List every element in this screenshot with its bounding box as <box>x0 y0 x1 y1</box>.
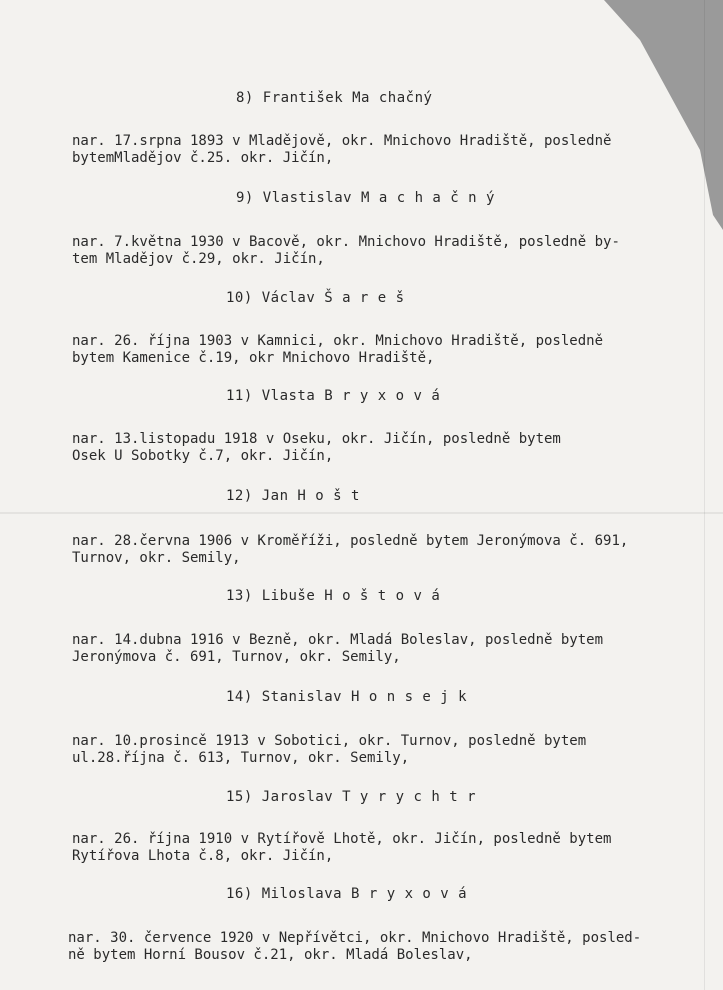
entry-text <box>68 930 688 964</box>
entry-line: nar. 7.května 1930 v Bacově, okr. Mnichovo Hradiště, posledně by- <box>72 234 620 250</box>
entry-line: bytem Kamenice č.19, okr Mnichovo Hradiště, <box>72 350 435 366</box>
entry-text <box>72 431 672 465</box>
entry-heading: 16) Miloslava B r y x o v á <box>226 886 468 902</box>
entry-line: nar. 26. října 1910 v Rytířově Lhotě, okr. Jičín, posledně bytem <box>72 831 612 847</box>
entry-line: nar. 13.listopadu 1918 v Oseku, okr. Jičín, posledně bytem <box>72 431 561 447</box>
entry-text <box>72 234 672 268</box>
entry-line: nar. 17.srpna 1893 v Mladějově, okr. Mnichovo Hradiště, posledně <box>72 133 612 149</box>
entry-heading: 9) Vlastislav M a c h a č n ý <box>236 190 495 206</box>
entry-line: Rytířova Lhota č.8, okr. Jičín, <box>72 848 334 864</box>
entry-line: ně bytem Horní Bousov č.21, okr. Mladá Boleslav, <box>68 947 473 963</box>
entry-line: tem Mladějov č.29, okr. Jičín, <box>72 251 325 267</box>
entry-line: Jeronýmova č. 691, Turnov, okr. Semily, <box>72 649 401 665</box>
entry-text <box>72 533 672 567</box>
entry-line: nar. 14.dubna 1916 v Bezně, okr. Mladá Boleslav, posledně bytem <box>72 632 604 648</box>
entry-heading: 8) František Ma chačný <box>236 90 433 106</box>
entry-line: nar. 28.června 1906 v Kroměříži, posledně bytem Jeronýmova č. 691, <box>72 533 629 549</box>
entry-line: nar. 10.prosincě 1913 v Sobotici, okr. Turnov, posledně bytem <box>72 733 587 749</box>
entry-heading: 14) Stanislav H o n s e j k <box>226 689 468 705</box>
entry-line: bytemMladějov č.25. okr. Jičín, <box>72 150 334 166</box>
entry-heading: 11) Vlasta B r y x o v á <box>226 388 441 404</box>
entry-heading: 13) Libuše H o š t o v á <box>226 588 441 604</box>
entry-line: Turnov, okr. Semily, <box>72 550 241 566</box>
entry-line: nar. 26. října 1903 v Kamnici, okr. Mnichovo Hradiště, posledně <box>72 333 604 349</box>
entry-text <box>72 733 672 767</box>
entry-text <box>72 831 672 865</box>
entry-text <box>72 632 672 666</box>
entry-heading: 12) Jan H o š t <box>226 488 360 504</box>
entry-text <box>72 133 672 167</box>
entry-heading: 10) Václav Š a r e š <box>226 290 405 306</box>
entry-line: nar. 30. července 1920 v Nepřívětci, okr. Mnichovo Hradiště, posled- <box>68 930 642 946</box>
entry-line: Osek U Sobotky č.7, okr. Jičín, <box>72 448 334 464</box>
entry-text <box>72 333 672 367</box>
entry-heading: 15) Jaroslav T y r y c h t r <box>226 789 477 805</box>
entry-line: ul.28.října č. 613, Turnov, okr. Semily, <box>72 750 410 766</box>
